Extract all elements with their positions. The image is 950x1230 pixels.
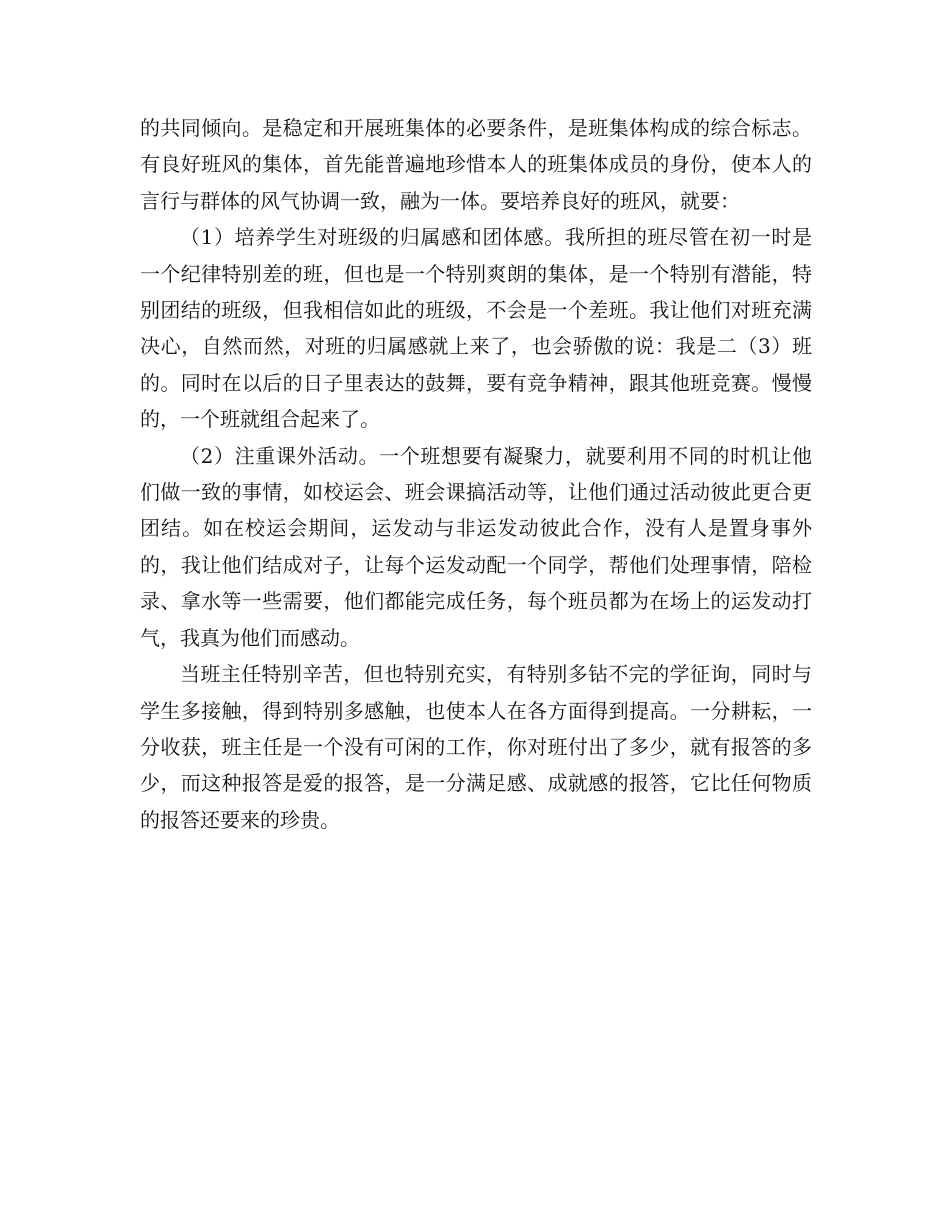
paragraph-4: 当班主任特别辛苦，但也特别充实，有特别多钻不完的学征询，同时与学生多接触，得到特别多感触，也使本人在各方面得到提高。一分耕耘，一分收获，班主任是一个没有可闲的工作，你对班付出了多少，就有报答的多少，而这种报答是爱的报答，是一分满足感、成就感的报答，它比任何物质的报答还要来的珍贵。 (140, 662, 812, 832)
paragraph-2: （1）培养学生对班级的归属感和团体感。我所担的班尽管在初一时是一个纪律特别差的班，但也是一个特别爽朗的集体，是一个特别有潜能，特别团结的班级，但我相信如此的班级，不会是一个差班。我让他们对班充满决心，自然而然，对班的归属感就上来了，也会骄傲的说：我是二（3）班的。同时在以后的日子里表达的鼓舞，要有竞争精神，跟其他班竞赛。慢慢的，一个班就组合起来了。 (140, 225, 812, 432)
paragraph-1: 的共同倾向。是稳定和开展班集体的必要条件，是班集体构成的综合标志。有良好班风的集体，首先能普遍地珍惜本人的班集体成员的身份，使本人的言行与群体的风气协调一致，融为一体。要培养良好的班风，就要： (140, 116, 812, 213)
document-body (140, 110, 812, 838)
paragraph-3: （2）注重课外活动。一个班想要有凝聚力，就要利用不同的时机让他们做一致的事情，如校运会、班会课搞活动等，让他们通过活动彼此更合更团结。如在校运会期间，运发动与非运发动彼此合作，没有人是置身事外的，我让他们结成对子，让每个运发动配一个同学，帮他们处理事情，陪检录、拿水等一些需要，他们都能完成任务，每个班员都为在场上的运发动打气，我真为他们而感动。 (140, 443, 812, 650)
